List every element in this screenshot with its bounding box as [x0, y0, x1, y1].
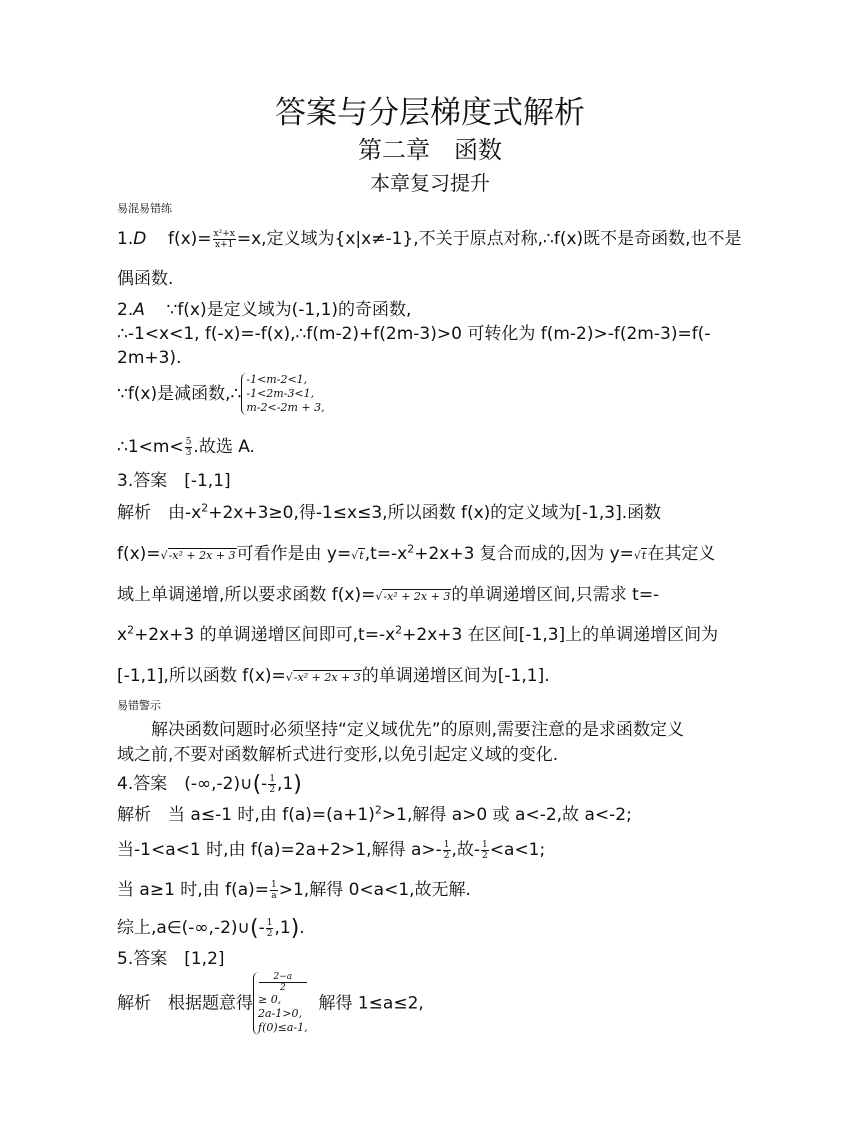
q1-line-2: 偶函数. — [117, 269, 174, 289]
q2-line-3: 2m+3). — [117, 348, 182, 368]
q4-line-2: 解析 当 a≤-1 时,由 $f(a)=(a+1)^2>1$,解得 a>0 或 a<-2,故 a<-2; — [117, 803, 632, 825]
q4-answer: 4.答案 (-∞,-2)∪(- $\frac{1}{2}$ ,1) — [117, 772, 302, 797]
q5-answer: 5.答案 [1,2] — [117, 949, 225, 969]
page-title: 答案与分层梯度式解析 — [275, 95, 585, 131]
q1-line-1: 1.D f(x)= $\frac{\text{x²+x}}{x+1}$ =x,定义域为{x|x≠-1},不关于原点对称,∴f(x)既不是奇函数,也不是 — [117, 228, 742, 250]
q3-line-3: f(x)=√-x² + 2x + 3可看作是由 $y=√t,t=-x^2+2x+3$ 复合而成的,因为 y=√t在其定义 — [117, 542, 716, 564]
heading-warning: 易错警示 — [117, 699, 161, 712]
q3-line-5: $x^2+2x+3$ 的单调递增区间即可$,t=-x^2+2x+3$ 在区间[-1,3]上的单调递增区间为 — [117, 623, 719, 645]
q2-line-4: ∵f(x)是减函数,∴ -1<m-2<1, -1<2m-3<1, m-2<-2m + 3, — [117, 373, 325, 414]
q4-line-3: 当-1<a<1 时,由 f(a)=2a+2>1,解得 a>- $\frac{1}{2}$ ,故- $\frac{1}{2}$ <a<1; — [117, 839, 546, 861]
warning-line-2: 域之前,不要对函数解析式进行变形,以免引起定义域的变化. — [117, 745, 559, 765]
q2-fraction: $\frac{5}{3}$ — [185, 436, 192, 458]
q3-answer: 3.答案 [-1,1] — [117, 471, 231, 491]
q4-line-5: 综上,a∈(-∞,-2)∪(- $\frac{1}{2}$ ,1). — [117, 916, 305, 941]
sqrt-expression: √-x² + 2x + 3 — [160, 549, 236, 562]
q2-line-2: ∴-1<x<1, f(-x)=-f(x),∴f(m-2)+f(2m-3)>0 可转化为 f(m-2)>-f(2m-3)=f(- — [117, 324, 711, 344]
chapter-title: 第二章 函数 — [358, 136, 502, 164]
section-title: 本章复习提升 — [370, 171, 490, 195]
q1-fraction: $\frac{\text{x²+x}}{x+1}$ — [213, 228, 235, 250]
q2-line-1: 2.A ∵f(x)是定义域为(-1,1)的奇函数, — [117, 300, 412, 320]
q3-line-4: 域上单调递增,所以要求函数 f(x)=√-x² + 2x + 3的单调递增区间,只需求 t=- — [117, 585, 660, 605]
q5-inequality-system: 2−a 2 ≥ 0, 2a-1>0, f(0)≤a-1, — [253, 972, 308, 1035]
q2-inequality-system: -1<m-2<1, -1<2m-3<1, m-2<-2m + 3, — [241, 373, 324, 415]
q5-line-2: 解析 根据题意得 2−a 2 ≥ 0, 2a-1>0, f(0)≤a-1, 解得 1≤a≤2, — [117, 972, 424, 1034]
warning-line-1: 解决函数问题时必须坚持“定义域优先”的原则,需要注意的是求函数定义 — [151, 720, 685, 740]
q2-line-5: ∴1<m< $\frac{5}{3}$ .故选 A. — [117, 436, 255, 458]
q3-line-2: 解析 由$-x^2+2x+3\ge 0$,得-1≤x≤3,所以函数 f(x)的定义域为[-1,3].函数 — [117, 501, 662, 523]
q4-line-4: 当 a≥1 时,由 f(a)= $\frac{1}{a}$ >1,解得 0<a<1,故无解. — [117, 879, 471, 901]
heading-easy-confuse: 易混易错练 — [117, 202, 172, 215]
q3-line-6: [-1,1],所以函数 f(x)=√-x² + 2x + 3的单调递增区间为[-1,1]. — [117, 666, 550, 686]
